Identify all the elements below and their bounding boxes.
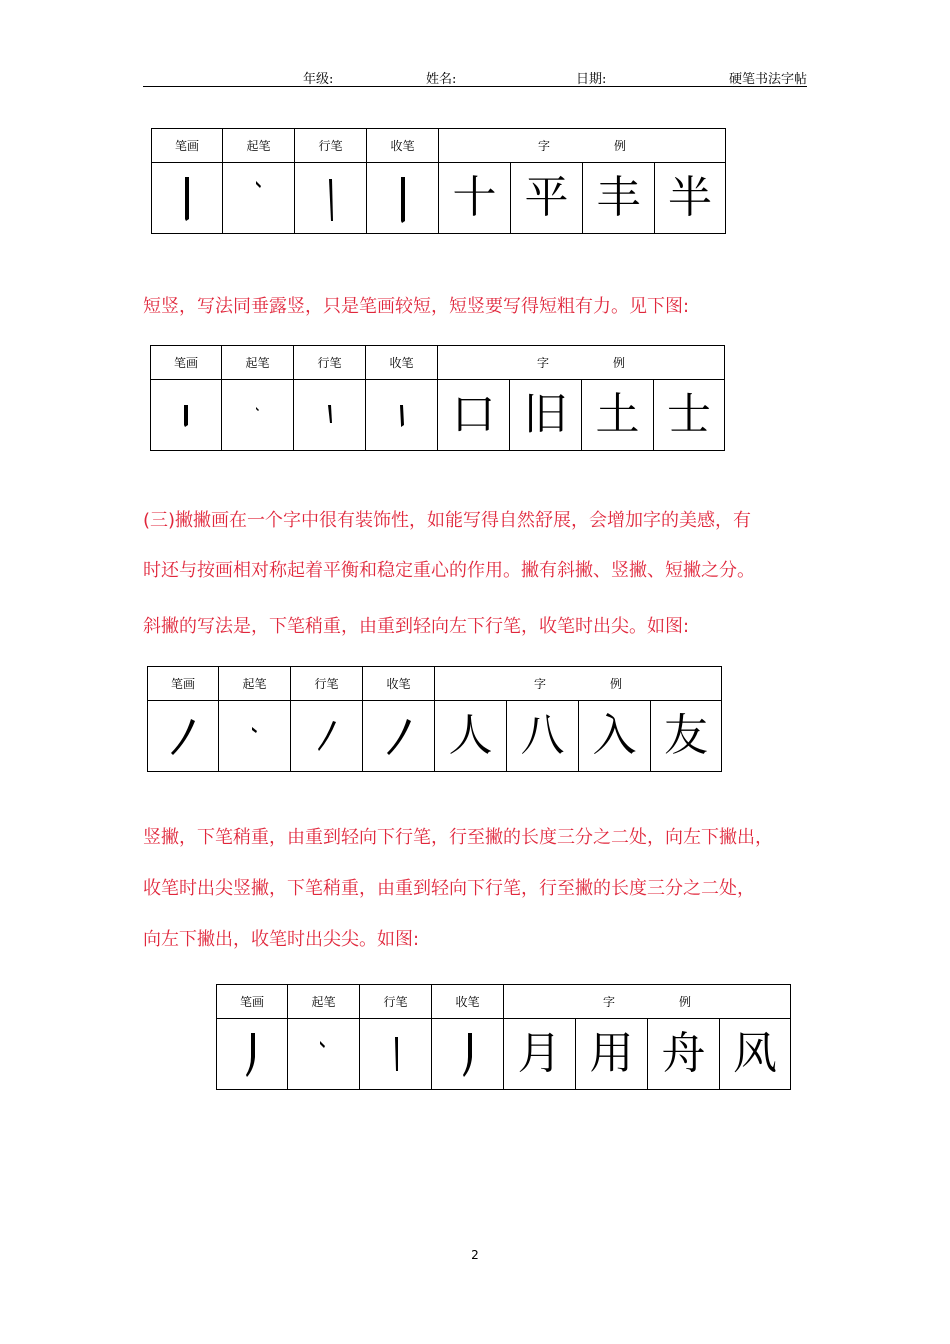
- date-label: 日期:: [576, 72, 607, 87]
- header-finish: 收笔: [432, 985, 504, 1019]
- example-char: 风: [720, 1019, 791, 1090]
- header-stroke: 笔画: [151, 346, 222, 380]
- stroke-move-icon: [294, 380, 366, 451]
- example-char: 舟: [648, 1019, 720, 1090]
- page-header: [143, 66, 807, 87]
- example-char: 入: [579, 701, 651, 772]
- example-char: 旧: [510, 380, 582, 451]
- header-examples: 字 例: [504, 985, 791, 1019]
- paragraph-left-falling-intro-2: 时还与按画相对称起着平衡和稳定重心的作用。撇有斜撇、竖撇、短撇之分。: [143, 560, 755, 581]
- stroke-table-3: [147, 666, 722, 772]
- example-char: 土: [582, 380, 654, 451]
- example-char: 平: [511, 163, 583, 234]
- stroke-move-icon: [291, 701, 363, 772]
- name-label: 姓名:: [426, 72, 457, 87]
- example-char: 八: [507, 701, 579, 772]
- header-examples: 字 例: [438, 346, 725, 380]
- header-stroke: 笔画: [217, 985, 288, 1019]
- stroke-full-icon: [217, 1019, 288, 1090]
- stroke-start-icon: [222, 380, 294, 451]
- paragraph-vertical-left-falling-3: 向左下撇出，收笔时出尖尖。如图:: [143, 929, 420, 950]
- paragraph-vertical-left-falling-1: 竖撇，下笔稍重，由重到轻向下行笔，行至撇的长度三分之二处，向左下撇出，: [143, 827, 773, 848]
- paragraph-slant-left-falling: 斜撇的写法是，下笔稍重，由重到轻向左下行笔，收笔时出尖。如图:: [143, 616, 690, 637]
- header-move: 行笔: [294, 346, 366, 380]
- header-examples: 字 例: [439, 129, 726, 163]
- stroke-start-icon: [223, 163, 295, 234]
- stroke-start-icon: [288, 1019, 360, 1090]
- stroke-move-icon: [360, 1019, 432, 1090]
- stroke-finish-icon: [367, 163, 439, 234]
- header-move: 行笔: [360, 985, 432, 1019]
- example-char: 士: [654, 380, 725, 451]
- grade-label: 年级:: [303, 72, 334, 87]
- header-finish: 收笔: [367, 129, 439, 163]
- example-char: 月: [504, 1019, 576, 1090]
- header-stroke: 笔画: [152, 129, 223, 163]
- paragraph-left-falling-intro-1: (三)撇撇画在一个字中很有装饰性，如能写得自然舒展，会增加字的美感，有: [143, 510, 752, 531]
- example-char: 友: [651, 701, 722, 772]
- page-number: 2: [471, 1248, 479, 1262]
- paragraph-vertical-left-falling-2: 收笔时出尖竖撇，下笔稍重，由重到轻向下行笔，行至撇的长度三分之二处，: [143, 878, 755, 899]
- paragraph-short-vertical: 短竖，写法同垂露竖，只是笔画较短，短竖要写得短粗有力。见下图:: [143, 296, 690, 317]
- stroke-finish-icon: [366, 380, 438, 451]
- stroke-full-icon: [152, 163, 223, 234]
- stroke-table-1: [151, 128, 726, 234]
- example-char: 口: [438, 380, 510, 451]
- header-start: 起笔: [219, 667, 291, 701]
- stroke-move-icon: [295, 163, 367, 234]
- stroke-finish-icon: [363, 701, 435, 772]
- copybook-title: 硬笔书法字帖: [728, 72, 807, 87]
- header-finish: 收笔: [363, 667, 435, 701]
- example-char: 人: [435, 701, 507, 772]
- example-char: 半: [655, 163, 726, 234]
- example-char: 丰: [583, 163, 655, 234]
- stroke-finish-icon: [432, 1019, 504, 1090]
- header-examples: 字 例: [435, 667, 722, 701]
- header-stroke: 笔画: [148, 667, 219, 701]
- stroke-table-2: [150, 345, 725, 451]
- stroke-table-4: [216, 984, 791, 1090]
- example-char: 用: [576, 1019, 648, 1090]
- header-start: 起笔: [222, 346, 294, 380]
- header-start: 起笔: [288, 985, 360, 1019]
- stroke-start-icon: [219, 701, 291, 772]
- stroke-full-icon: [148, 701, 219, 772]
- header-start: 起笔: [223, 129, 295, 163]
- header-move: 行笔: [291, 667, 363, 701]
- example-char: 十: [439, 163, 511, 234]
- header-finish: 收笔: [366, 346, 438, 380]
- header-move: 行笔: [295, 129, 367, 163]
- stroke-full-icon: [151, 380, 222, 451]
